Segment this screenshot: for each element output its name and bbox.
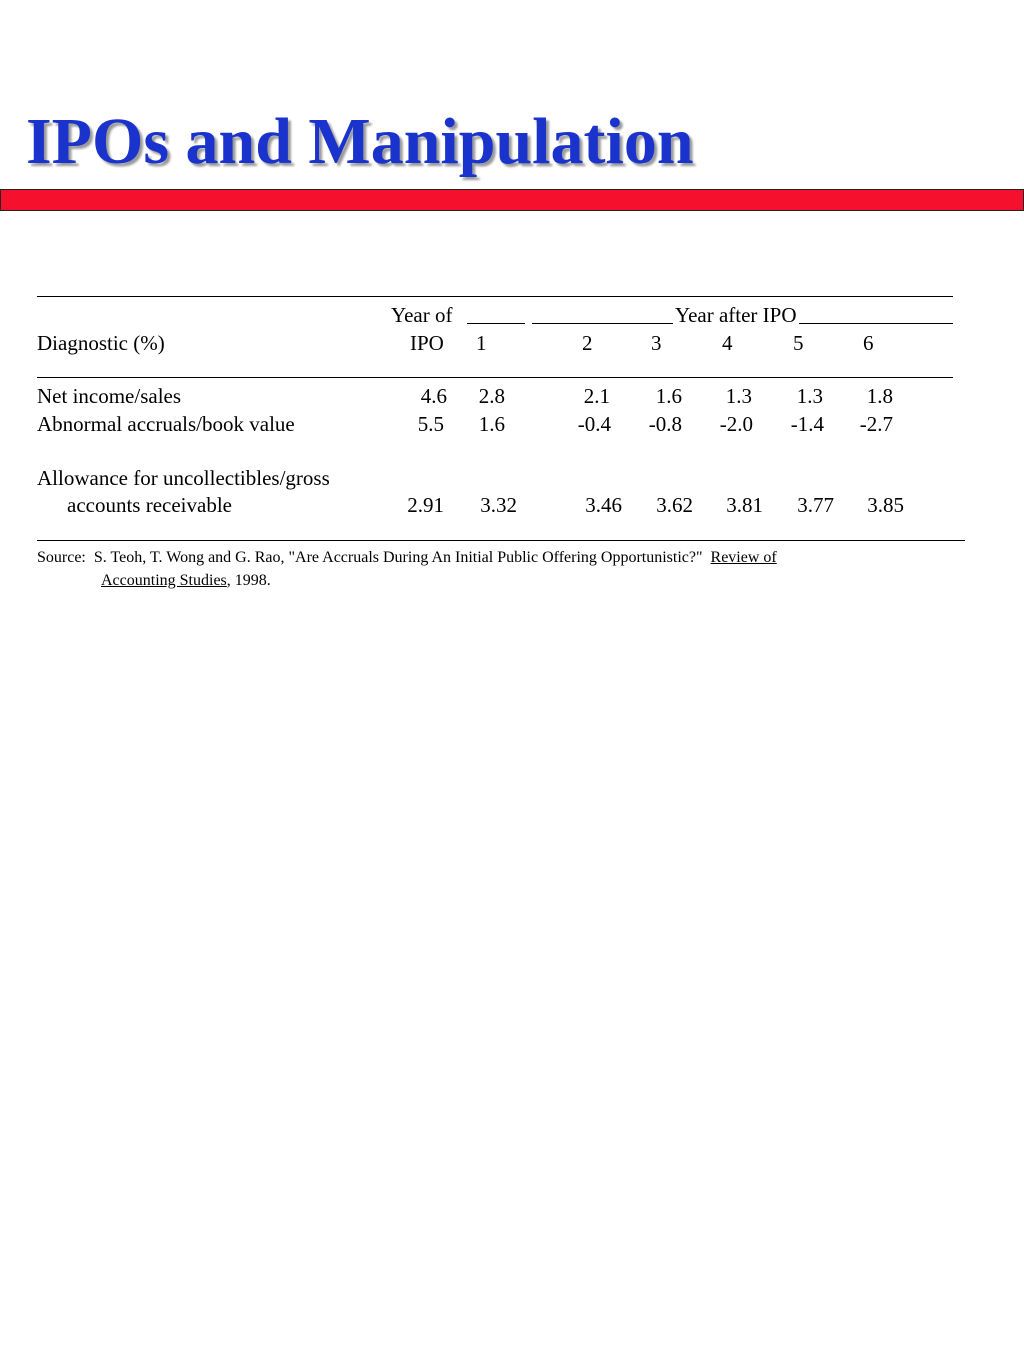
cell-ipo: 5.5 bbox=[417, 412, 444, 436]
header-ipo: IPO bbox=[410, 331, 444, 355]
cell-year-2: 2.1 bbox=[583, 384, 610, 408]
source-prefix: Source: S. Teoh, T. Wong and G. Rao, "Are Accruals During An Initial Public Offering Opportunistic?" bbox=[37, 549, 711, 566]
row-label-continued: accounts receivable bbox=[67, 493, 232, 517]
header-diagnostic: Diagnostic (%) bbox=[37, 331, 165, 355]
cell-ipo: 4.6 bbox=[420, 384, 447, 408]
header-year-after-ipo: Year after IPO bbox=[675, 303, 797, 327]
header-year-of-rule bbox=[467, 323, 525, 324]
header-year-1: 1 bbox=[476, 331, 487, 355]
cell-year-4: -2.0 bbox=[719, 412, 753, 436]
header-year-5: 5 bbox=[793, 331, 804, 355]
cell-year-1: 2.8 bbox=[478, 384, 505, 408]
cell-year-1: 1.6 bbox=[478, 412, 505, 436]
source-journal-part1: Review of bbox=[710, 549, 777, 566]
cell-year-2: 3.46 bbox=[585, 493, 622, 517]
cell-year-1: 3.32 bbox=[480, 493, 517, 517]
cell-year-6: 3.85 bbox=[867, 493, 904, 517]
cell-year-6: -2.7 bbox=[859, 412, 893, 436]
title-divider-bar bbox=[0, 189, 1024, 211]
row-label: Allowance for uncollectibles/gross bbox=[37, 466, 330, 490]
cell-year-3: 3.62 bbox=[656, 493, 693, 517]
cell-ipo: 2.91 bbox=[407, 493, 444, 517]
source-suffix: , 1998. bbox=[226, 572, 271, 589]
cell-year-3: -0.8 bbox=[648, 412, 682, 436]
source-citation-line2 bbox=[101, 569, 271, 592]
header-year-6: 6 bbox=[863, 331, 874, 355]
cell-year-5: 3.77 bbox=[797, 493, 834, 517]
slide-title: IPOs and Manipulation bbox=[26, 105, 694, 178]
cell-year-5: -1.4 bbox=[790, 412, 824, 436]
cell-year-6: 1.8 bbox=[866, 384, 893, 408]
row-label: Abnormal accruals/book value bbox=[37, 412, 295, 436]
header-year-3: 3 bbox=[651, 331, 662, 355]
table-top-rule bbox=[37, 296, 953, 297]
cell-year-4: 3.81 bbox=[726, 493, 763, 517]
source-journal-part2: Accounting Studies bbox=[101, 572, 227, 589]
row-label: Net income/sales bbox=[37, 384, 182, 408]
cell-year-5: 1.3 bbox=[796, 384, 823, 408]
cell-year-2: -0.4 bbox=[577, 412, 611, 436]
header-year-2: 2 bbox=[582, 331, 593, 355]
header-year-4: 4 bbox=[722, 331, 733, 355]
source-citation bbox=[37, 546, 777, 569]
cell-year-3: 1.6 bbox=[655, 384, 682, 408]
table-bottom-rule bbox=[37, 540, 965, 541]
cell-year-4: 1.3 bbox=[725, 384, 752, 408]
header-year-of: Year of bbox=[391, 303, 453, 327]
header-bottom-rule bbox=[37, 377, 953, 378]
